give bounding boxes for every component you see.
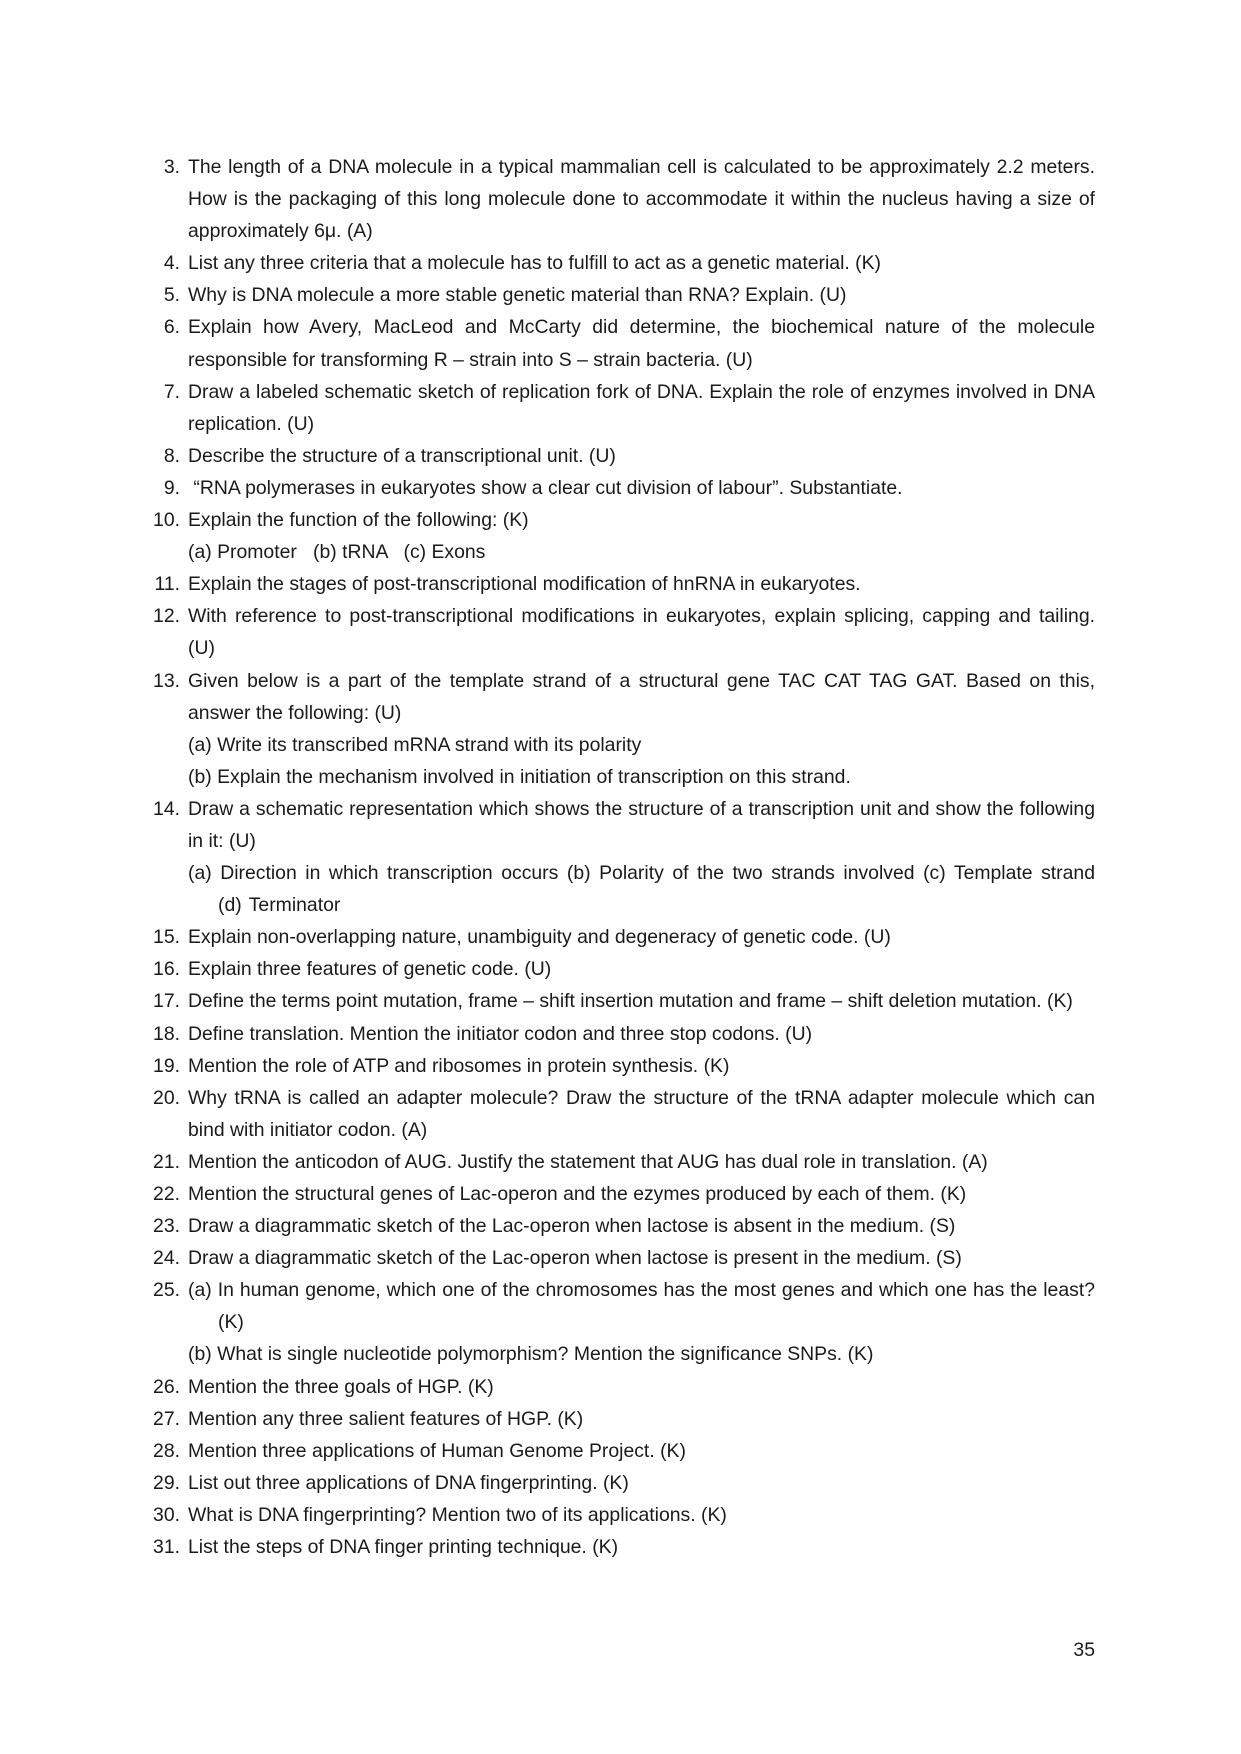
- question-item: [150, 1435, 1095, 1467]
- question-text: Define the terms point mutation, frame – shift insertion mutation and frame – shift deletion mutation. (K): [188, 990, 1073, 1013]
- question-item: [150, 1403, 1095, 1435]
- question-text: Mention the anticodon of AUG. Justify the statement that AUG has dual role in translation. (A): [188, 1150, 988, 1173]
- question-number: 21.: [153, 1150, 180, 1173]
- question-item: [150, 1146, 1095, 1178]
- question-text: List any three criteria that a molecule has to fulfill to act as a genetic material. (K): [188, 252, 881, 275]
- question-text: Explain non-overlapping nature, unambiguity and degeneracy of genetic code. (U): [188, 926, 891, 949]
- question-text: Mention three applications of Human Genome Project. (K): [188, 1439, 686, 1462]
- question-number: 14.: [153, 797, 180, 820]
- question-number: 12.: [153, 605, 180, 628]
- question-number: 25.: [153, 1279, 180, 1302]
- question-text: The length of a DNA molecule in a typical mammalian cell is calculated to be approximately 2.2 meters. How is the packaging of this long molecule done to accommodate it within the nucleus having a size of approximately 6μ. (A): [188, 156, 1095, 243]
- question-text: Mention the three goals of HGP. (K): [188, 1375, 494, 1398]
- question-text: Why is DNA molecule a more stable genetic material than RNA? Explain. (U): [188, 284, 847, 307]
- question-item: [150, 247, 1095, 279]
- question-number: 8.: [163, 444, 180, 467]
- question-text: Draw a labeled schematic sketch of replication fork of DNA. Explain the role of enzymes involved in DNA replication. (U): [188, 380, 1095, 435]
- question-item: [150, 1210, 1095, 1242]
- question-number: 28.: [153, 1439, 180, 1462]
- question-number: 23.: [153, 1215, 180, 1238]
- question-text: Draw a schematic representation which shows the structure of a transcription unit and show the following in it: (U): [188, 797, 1095, 852]
- question-number: 3.: [163, 156, 180, 178]
- page-number: 35: [1073, 1639, 1095, 1661]
- question-number: 5.: [163, 284, 180, 307]
- question-item: [150, 793, 1095, 921]
- question-item: [150, 568, 1095, 600]
- question-item: [150, 1178, 1095, 1210]
- question-number: 4.: [163, 252, 180, 275]
- question-text: Explain three features of genetic code. (U): [188, 958, 552, 981]
- question-subpart-b: (b) Explain the mechanism involved in initiation of transcription on this strand.: [188, 765, 851, 788]
- question-number: 31.: [153, 1536, 180, 1559]
- question-item: [150, 1018, 1095, 1050]
- question-text: Define translation. Mention the initiator codon and three stop codons. (U): [188, 1022, 813, 1045]
- question-number: 29.: [153, 1471, 180, 1494]
- question-text: “RNA polymerases in eukaryotes show a clear cut division of labour”. Substantiate.: [188, 476, 903, 499]
- question-item: [150, 472, 1095, 504]
- question-item: [150, 1050, 1095, 1082]
- question-text: With reference to post-transcriptional modifications in eukaryotes, explain splicing, capping and tailing. (U): [188, 605, 1095, 660]
- question-item: [150, 504, 1095, 568]
- question-number: 11.: [154, 573, 180, 596]
- question-number: 19.: [153, 1054, 180, 1077]
- question-item: [150, 440, 1095, 472]
- question-text: List the steps of DNA finger printing technique. (K): [188, 1536, 619, 1559]
- question-number: 13.: [153, 669, 180, 692]
- question-item: [150, 311, 1095, 375]
- question-item: [150, 1499, 1095, 1531]
- question-item: [150, 376, 1095, 440]
- question-item: [150, 953, 1095, 985]
- question-number: 16.: [153, 958, 180, 981]
- question-item: [150, 1531, 1095, 1563]
- question-text: Draw a diagrammatic sketch of the Lac-operon when lactose is absent in the medium. (S): [188, 1215, 956, 1238]
- question-subparts: (a) Direction in which transcription occurs (b) Polarity of the two strands involved (c) Template strand (d) Terminator: [188, 862, 1095, 917]
- question-number: 15.: [153, 926, 180, 949]
- question-text: Draw a diagrammatic sketch of the Lac-operon when lactose is present in the medium. (S): [188, 1247, 962, 1270]
- question-subpart-a: (a) In human genome, which one of the chromosomes has the most genes and which one has the least? (K): [188, 1279, 1095, 1334]
- question-text: Explain how Avery, MacLeod and McCarty did determine, the biochemical nature of the molecule responsible for transforming R – strain into S – strain bacteria. (U): [188, 316, 1095, 371]
- question-item: [150, 1467, 1095, 1499]
- question-number: 26.: [153, 1375, 180, 1398]
- question-item: [150, 1274, 1095, 1370]
- question-item: [150, 1082, 1095, 1146]
- question-item: [150, 665, 1095, 793]
- question-text: Describe the structure of a transcriptional unit. (U): [188, 444, 616, 467]
- question-subpart-b: (b) What is single nucleotide polymorphism? Mention the significance SNPs. (K): [188, 1343, 874, 1366]
- question-number: 17.: [153, 990, 180, 1013]
- question-text: Mention the role of ATP and ribosomes in protein synthesis. (K): [188, 1054, 730, 1077]
- question-text: What is DNA fingerprinting? Mention two of its applications. (K): [188, 1503, 727, 1526]
- question-subparts: (a) Promoter (b) tRNA (c) Exons: [188, 541, 486, 564]
- question-item: [150, 985, 1095, 1017]
- question-text: Mention the structural genes of Lac-operon and the ezymes produced by each of them. (K): [188, 1183, 967, 1205]
- question-number: 30.: [153, 1503, 180, 1526]
- question-item: [150, 151, 1095, 247]
- question-number: 10.: [153, 509, 180, 532]
- question-number: 7.: [163, 380, 180, 403]
- question-item: [150, 279, 1095, 311]
- question-text: Explain the function of the following: (K): [188, 509, 529, 532]
- question-text: Explain the stages of post-transcriptional modification of hnRNA in eukaryotes.: [188, 573, 861, 596]
- question-subpart-a: (a) Write its transcribed mRNA strand with its polarity: [188, 733, 642, 756]
- question-text: Given below is a part of the template strand of a structural gene TAC CAT TAG GAT. Based on this, answer the following: (U): [188, 669, 1095, 724]
- question-text: Mention any three salient features of HGP. (K): [188, 1407, 584, 1430]
- question-number: 27.: [153, 1407, 180, 1430]
- question-number: 9.: [163, 476, 180, 499]
- question-item: [150, 600, 1095, 664]
- question-text: List out three applications of DNA fingerprinting. (K): [188, 1471, 629, 1494]
- question-text: Why tRNA is called an adapter molecule? Draw the structure of the tRNA adapter molecule which can bind with initiator codon. (A): [188, 1086, 1095, 1141]
- question-number: 22.: [153, 1183, 180, 1205]
- question-number: 24.: [153, 1247, 180, 1270]
- question-item: [150, 1242, 1095, 1274]
- question-number: 20.: [153, 1086, 180, 1109]
- question-number: 18.: [153, 1022, 180, 1045]
- question-list: [150, 151, 1095, 1563]
- question-number: 6.: [163, 316, 180, 339]
- question-item: [150, 1371, 1095, 1403]
- question-item: [150, 921, 1095, 953]
